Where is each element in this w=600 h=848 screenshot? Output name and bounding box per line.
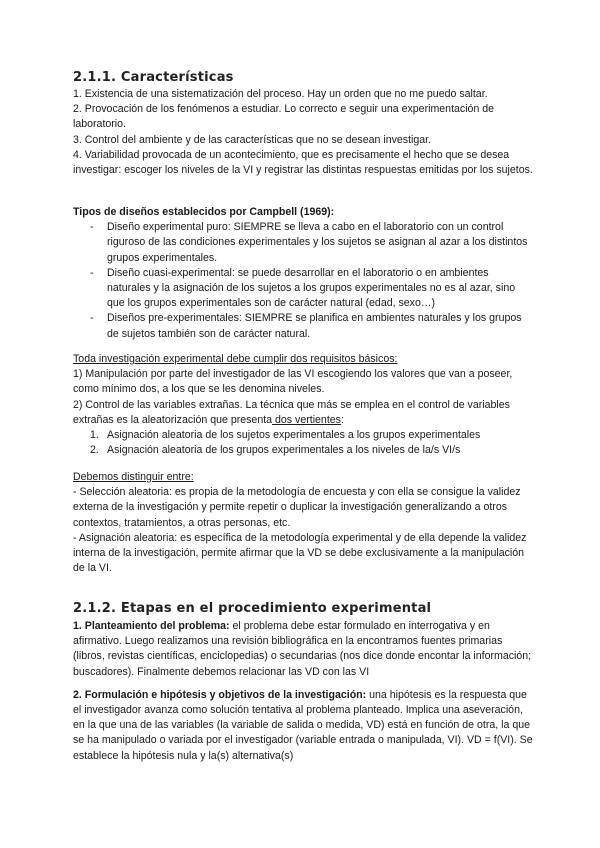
requisitos-heading: Toda investigación experimental debe cumplir dos requisitos básicos: [73,353,398,365]
campbell-item-2: - Diseño cuasi-experimental: se puede desarrollar en el laboratorio o en ambientes naturales y la asignación de los sujetos a los grupos experimentales no es al azar, sino que los grupos experimentales son de carácter natural (edad, sexo…) [90,266,516,310]
vertientes-list [73,428,533,458]
campbell-list [73,220,533,342]
asignacion-aleatoria: - Asignación aleatoria: es específica de la metodología experimental y de ella depende la validez interna de la investigación, permite afirmar que la VD se debe exclusivamente a la manipulación de la VI. [73,531,527,575]
campbell-section [73,205,533,342]
vertiente-item-2: 2. Asignación aleatoria de los grupos experimentales a los niveles de la/s VI/s [90,444,461,457]
section-title-caracteristicas: 2.1.1. Características [73,70,234,85]
campbell-heading: Tipos de diseños establecidos por Campbell (1969): [73,206,335,218]
etapa-1: 1. Planteamiento del problema: el problema debe estar formulado en interrogativa y en afirmativo. Luego realizamos una revisión bibliográfica en la encontramos fuentes primarias (libros, revistas científicas, enciclopedias) o secundarias (nos dice donde encontar la información; buscadores). Finalmente debemos relacionar las VD con las VI [73,620,532,678]
caracteristicas-list [73,87,533,178]
campbell-item-1: - Diseño experimental puro: SIEMPRE se lleva a cabo en el laboratorio con un control riguroso de las condiciones experimentales y los sujetos se asignan al azar a los distintos grupos experimentales. [90,221,528,264]
requisito-1: 1) Manipulación por parte del investigador de las VI escogiendo los valores que van a poseer, como mínimo dos, a los que se les denomina niveles. [73,368,513,396]
etapas-section [73,619,533,764]
etapa-2: 2. Formulación e hipótesis y objetivos de la investigación: una hipótesis es la respuesta que el investigador avanza como solución tentativa al problema planteado. Implica una aseveración, en la que una de las variables (la variable de salida o medida, VD) está en función de otra, la que se ha manipulado o variada por el investigador (variable entrada o manipulada, VI). VD = f(VI). Se establece la hipótesis nula y la(s) alternativa(s) [73,688,533,762]
requisitos-section [73,352,533,458]
seleccion-aleatoria: - Selección aleatoria: es propia de la metodología de encuesta y con ella se consigue la validez externa de la investigación y permite repetir o duplicar la investigación generalizando a otros contextos, tratamientos, a otras personas, etc. [73,486,521,529]
caracteristica-item-1: 1. Existencia de una sistematización del proceso. Hay un orden que no me puedo saltar. [73,88,488,100]
vertiente-item-1: 1. Asignación aleatoria de los sujetos experimentales a los grupos experimentales [90,429,481,442]
requisito-2: 2) Control de las variables extrañas. La técnica que más se emplea en el control de variables extrañas es la aleatorización que presenta dos vertientes: [73,398,510,426]
distinguir-section [73,470,533,576]
caracteristica-item-2: 2. Provocación de los fenómenos a estudiar. Lo correcto e seguir una experimentación de laboratorio. [73,103,495,131]
caracteristica-item-3: 3. Control del ambiente y de las características que no se desean investigar. [73,133,432,146]
campbell-item-3: - Diseños pre-experimentales: SIEMPRE se planifica en ambientes naturales y los grupos de sujetos también son de carácter natural. [90,312,522,340]
caracteristica-item-4: 4. Variabilidad provocada de un acontecimiento, que es precisamente el hecho que se desea investigar: escoger los niveles de la VI y registrar las distintas respuestas emitidas por los sujetos. [73,148,533,177]
distinguir-heading: Debemos distinguir entre: [73,471,194,483]
section-title-etapas: 2.1.2. Etapas en el procedimiento experimental [73,601,432,616]
